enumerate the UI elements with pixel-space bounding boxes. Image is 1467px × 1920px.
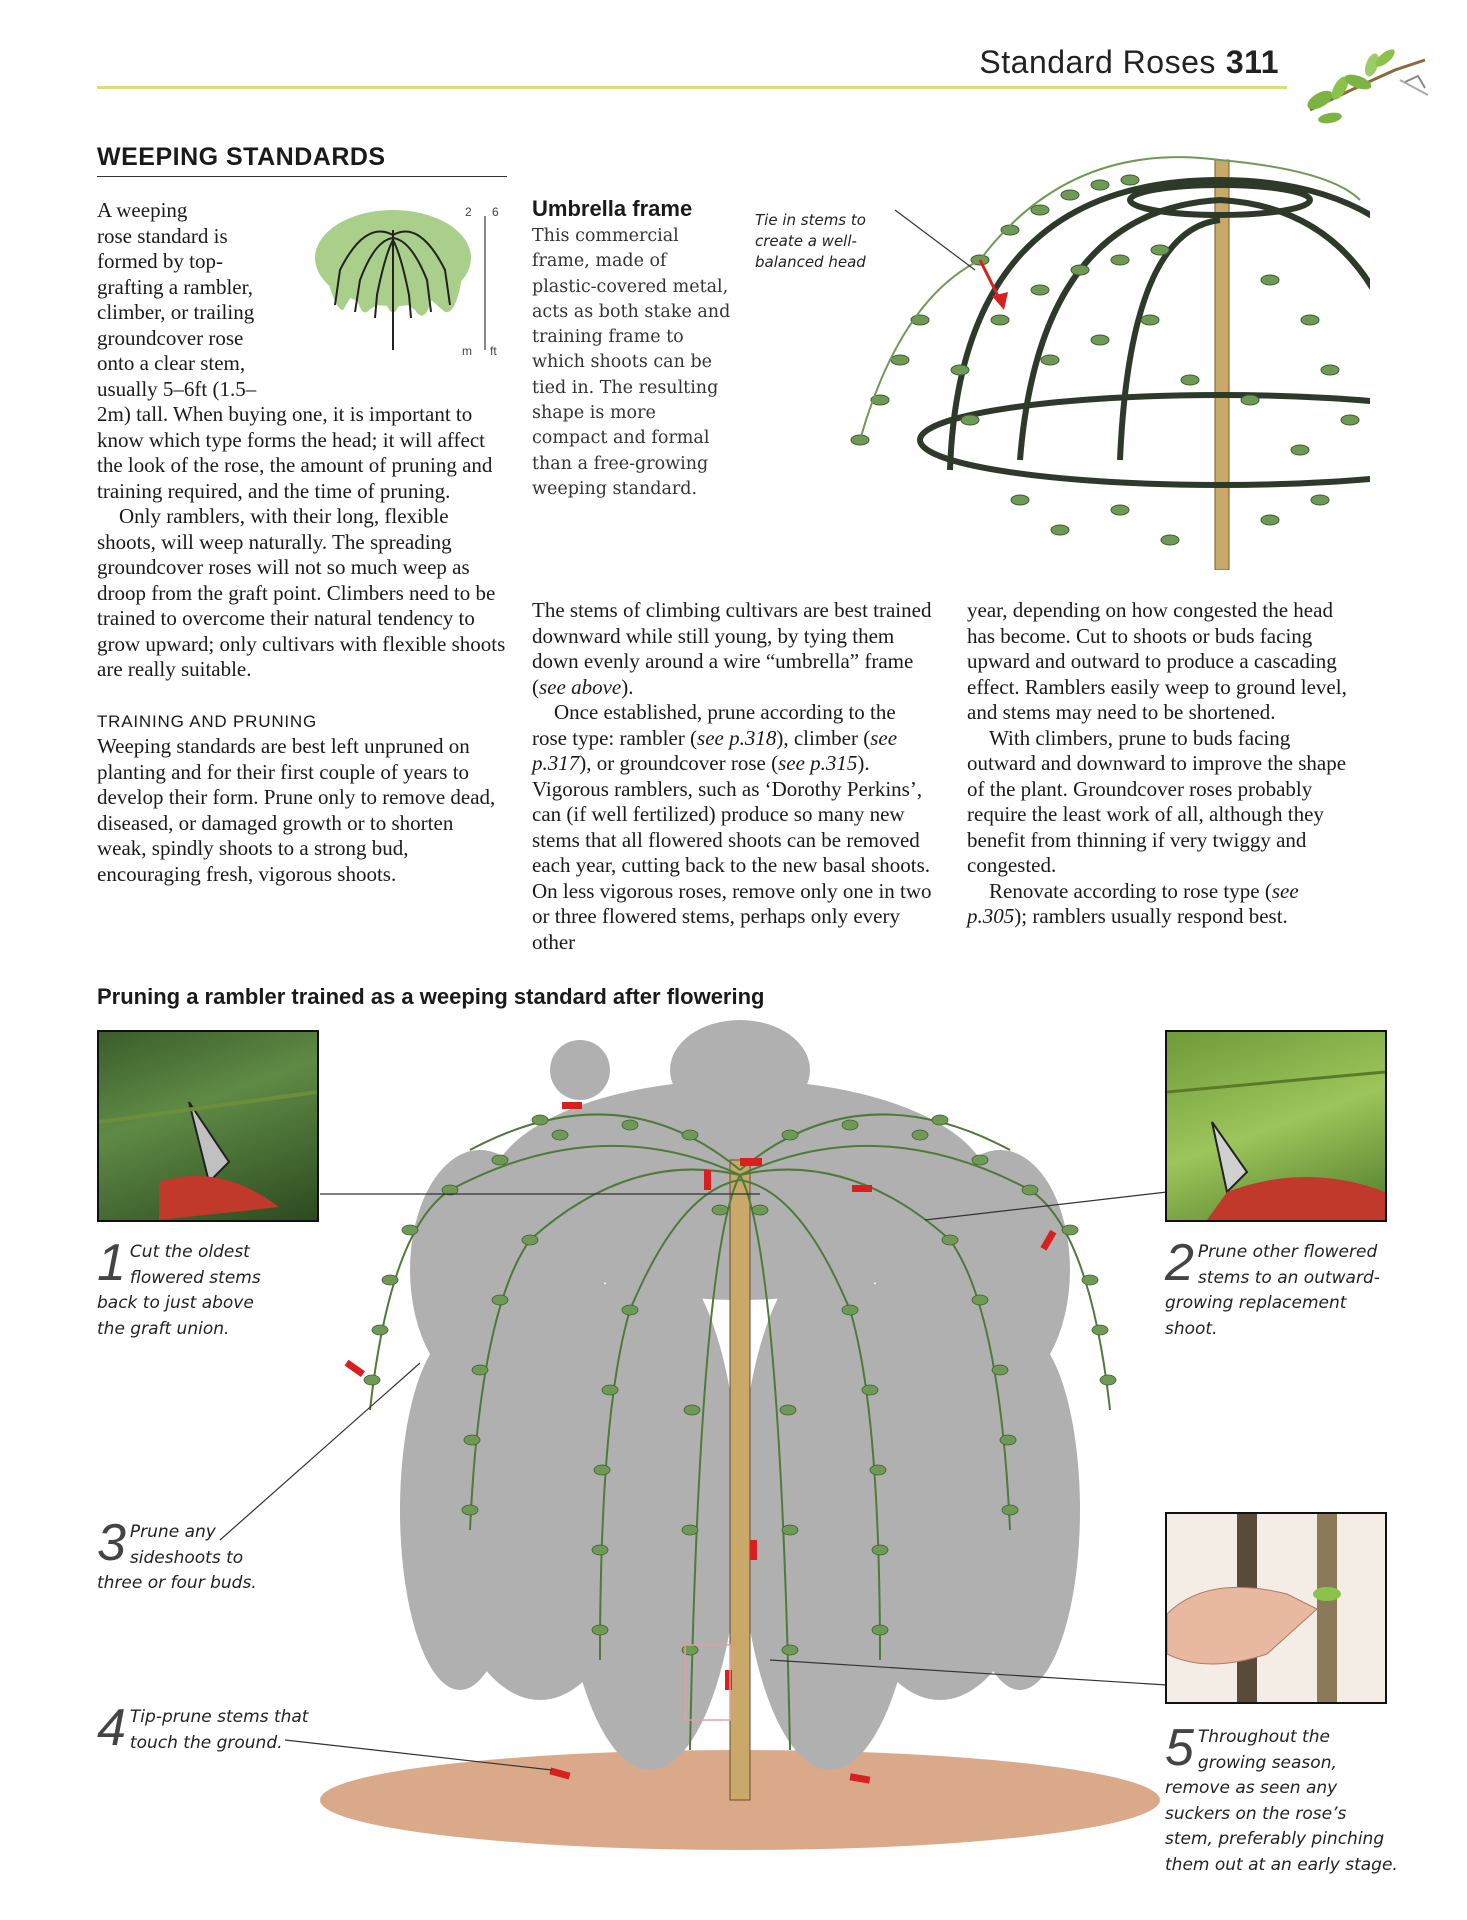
ref-p318: see p.318 (697, 725, 777, 750)
scale-top-right: 6 (492, 205, 499, 219)
step-3-number: 3 (97, 1514, 126, 1572)
col1-body (97, 402, 507, 887)
step-line: stem, preferably pinching (1165, 1829, 1385, 1849)
col3-body (967, 598, 1357, 930)
col2-body (532, 598, 932, 955)
intro-line: climber, or trailing (97, 300, 255, 324)
running-header (979, 44, 1279, 81)
step-line: shoot. (1165, 1318, 1218, 1339)
col2-paragraph-1 (532, 598, 932, 700)
step-2-number: 2 (1165, 1234, 1194, 1292)
step-line: suckers on the rose’s (1165, 1803, 1347, 1824)
scale-bottom-right: ft (490, 344, 497, 358)
intro-line: rose standard is (97, 223, 228, 248)
ref-see-above: see above (539, 674, 622, 699)
step-line: Prune other flowered (1197, 1242, 1378, 1262)
step-line: back to just above (97, 1293, 254, 1313)
training-subhead: TRAINING AND PRUNING (97, 711, 318, 731)
intro-line: usually 5–6ft (1.5– (97, 376, 257, 401)
step-line: the graft union. (97, 1318, 230, 1339)
scale-top-left: 2 (465, 205, 472, 219)
weeping-tree-thumbnail (305, 200, 505, 360)
step-line: Cut the oldest (129, 1242, 250, 1262)
section-rule (97, 176, 507, 177)
step-line: Prune any (129, 1522, 216, 1542)
col3-p3-a: Renovate according to rose type ( (989, 878, 1272, 903)
step-line: Tip-prune stems that (129, 1707, 309, 1727)
step-4-number: 4 (97, 1699, 126, 1757)
umbrella-annotation: Tie in stems to create a well-balanced head (755, 211, 866, 271)
step-line: flowered stems (129, 1267, 261, 1288)
intro-line: formed by top- (97, 249, 223, 273)
step-5-number: 5 (1165, 1719, 1194, 1777)
pruning-heading: Pruning a rambler trained as a weeping standard after flowering (97, 984, 765, 1009)
step-4-caption (97, 1699, 337, 1757)
intro-line: groundcover rose (97, 325, 244, 350)
step-line: three or four buds. (97, 1573, 257, 1593)
step-3-caption (97, 1514, 317, 1597)
step-1-caption (97, 1234, 317, 1342)
step-line: remove as seen any (1165, 1778, 1338, 1798)
ref-p305: see p.305 (967, 878, 1299, 928)
col2-p1-b: ). (621, 674, 634, 699)
step-line: Throughout the (1197, 1727, 1330, 1747)
photo-step1-cutting-stem (97, 1030, 319, 1222)
header-title: Standard Roses (979, 44, 1216, 80)
col2-p2-b: ), climber ( (776, 725, 871, 750)
col1-paragraph-2: Only ramblers, with their long, flexible shoots, will weep naturally. The spreading groundcover roses will not so much weep as droop from the graft point. Climbers need to be trained to overcome their natural tendency to grow upward; only cultivars with flexible shoots are really suitable. (97, 504, 506, 681)
col1-paragraph-3: Weeping standards are best left unpruned on planting and for their first couple of years to develop their form. Prune only to remove dead, diseased, or damaged growth or to shorten weak, spindly shoots to a strong bud, encouraging fresh, vigorous shoots. (97, 734, 496, 886)
intro-line: A weeping (97, 198, 188, 222)
photo-step2-pruning (1165, 1030, 1387, 1222)
col3-p3-b: ); ramblers usually respond best. (1014, 904, 1288, 928)
page-number: 311 (1225, 44, 1279, 80)
col2-p2-a: Once established, prune according to the rose type: rambler ( (532, 700, 896, 750)
intro-line: onto a clear stem, (97, 351, 246, 375)
col2-p2-d: ). Vigorous ramblers, such as ‘Dorothy Perkins’, can (if well fertilized) produce so many new stems that all flowered shoots can be removed each year, cutting back to the new basal shoots. On less vigorous roses, remove only one in two or three flowered stems, perhaps only every other (532, 751, 932, 954)
step-line: touch the ground. (129, 1732, 283, 1753)
step-2-caption (1165, 1234, 1405, 1342)
step-line: sideshoots to (129, 1547, 244, 1568)
rose-sprig-icon (1300, 30, 1430, 130)
col1-intro-rest: 2m) tall. When buying one, it is important to know which type forms the head; it will affect the look of the rose, the amount of pruning and training required, and the time of pruning. (97, 402, 493, 503)
step-line: stems to an outward- (1197, 1267, 1380, 1288)
umbrella-heading: Umbrella frame (532, 196, 693, 221)
col3-paragraph-2: With climbers, prune to buds facing outward and downward to improve the shape of the plant. Groundcover roses probably require the least work of all, although they benefit from thinning if very twiggy and congested. (967, 725, 1347, 877)
step-5-caption (1165, 1719, 1425, 1878)
step-1-number: 1 (97, 1234, 126, 1292)
step-line: growing season, (1197, 1752, 1337, 1773)
col3-paragraph-3 (967, 879, 1357, 930)
ref-p317: see p.317 (532, 725, 898, 775)
ref-p315: see p.315 (778, 751, 858, 775)
step-line: growing replacement (1165, 1293, 1347, 1313)
col2-paragraph-2 (532, 700, 932, 955)
umbrella-text: This commercial frame, made of plastic-covered metal, acts as both stake and training frame to which shoots can be tied in. The resulting shape is more compact and formal than a free-growing weeping standard. (532, 226, 731, 499)
umbrella-frame-illustration (800, 120, 1370, 570)
col2-p2-c: ), or groundcover rose ( (579, 751, 779, 775)
col3-paragraph-1: year, depending on how congested the head has become. Cut to shoots or buds facing upward and outward to produce a cascading effect. Ramblers easily weep to ground level, and stems may need to be shortened. (967, 598, 1347, 724)
header-rule (97, 86, 1287, 89)
scale-bottom-left: m (462, 344, 472, 358)
col2-p1-a: The stems of climbing cultivars are best trained downward while still young, by tying them down evenly around a wire “umbrella” frame ( (532, 598, 932, 699)
section-title: WEEPING STANDARDS (97, 143, 386, 171)
intro-line: grafting a rambler, (97, 274, 254, 299)
photo-step5-sucker (1165, 1512, 1387, 1704)
col1-intro (97, 198, 297, 402)
step-line: them out at an early stage. (1165, 1854, 1398, 1875)
